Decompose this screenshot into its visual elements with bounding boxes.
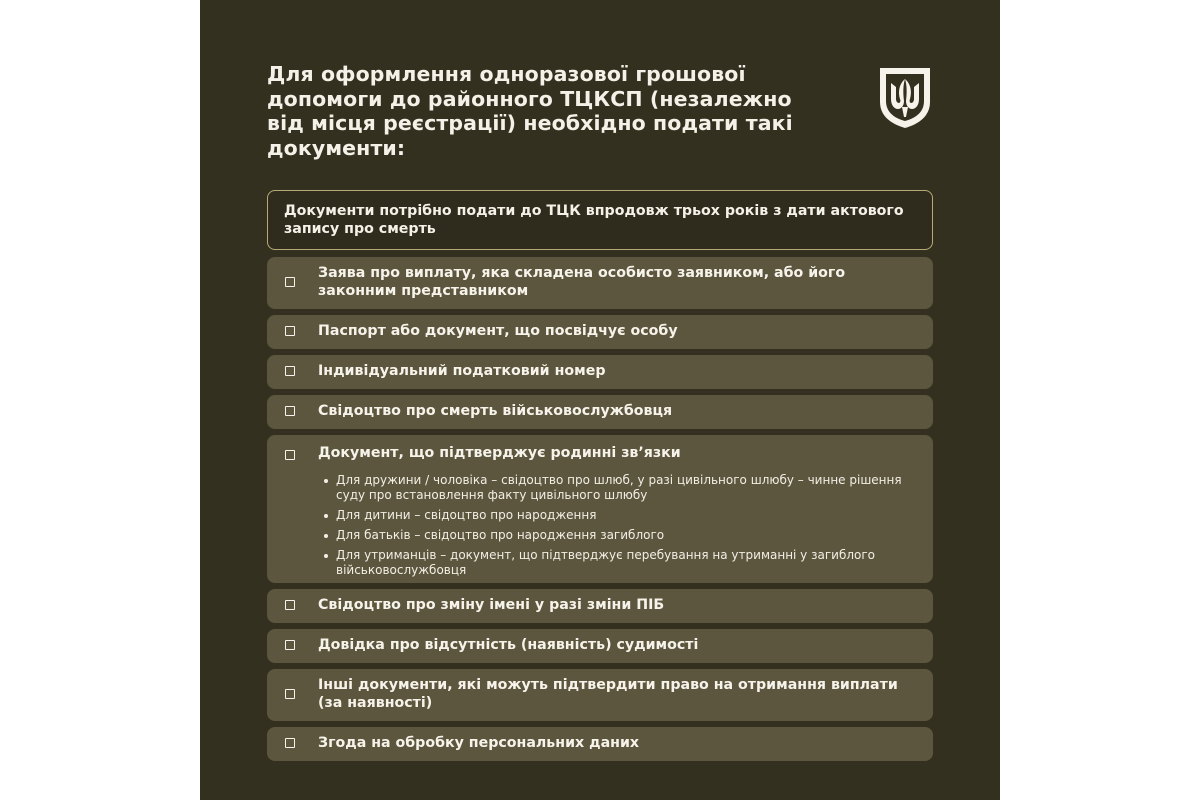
- checklist-item-other-documents[interactable]: [267, 669, 933, 721]
- checkbox-icon[interactable]: [285, 366, 295, 376]
- family-relationship-sublist: [318, 473, 917, 578]
- checklist-item-criminal-record[interactable]: [267, 629, 933, 663]
- checklist-item-label: Свідоцтво про зміну імені у разі зміни ПІБ: [318, 597, 665, 614]
- checkbox-icon[interactable]: [285, 600, 295, 610]
- subitem-parents: Для батьків – свідоцтво про народження загиблого: [318, 528, 921, 543]
- checklist-item-label: Довідка про відсутність (наявність) судимості: [318, 637, 699, 654]
- checklist-item-label: Інші документи, які можуть підтвердити право на отримання виплати (за наявності): [318, 677, 898, 711]
- required-documents-list: [267, 257, 933, 767]
- checklist-item-tax-number[interactable]: [267, 355, 933, 389]
- page-title: Для оформлення одноразової грошової допомоги до районного ТЦКСП (незалежно від місця реєстрації) необхідно подати такі документи:: [267, 62, 793, 160]
- trident-shield-icon: [876, 66, 934, 130]
- checklist-item-application[interactable]: [267, 257, 933, 309]
- checkbox-icon[interactable]: [285, 277, 295, 287]
- checklist-item-passport[interactable]: [267, 315, 933, 349]
- subitem-dependents: Для утриманців – документ, що підтверджує перебування на утриманні у загиблого військовослужбовця: [318, 548, 921, 578]
- subitem-spouse: Для дружини / чоловіка – свідоцтво про шлюб, у разі цивільного шлюбу – чинне рішення суду про встановлення факту цивільного шлюбу: [318, 473, 921, 503]
- checklist-item-personal-data-consent[interactable]: [267, 727, 933, 761]
- checklist-item-label: Документ, що підтверджує родинні зв’язки: [318, 445, 681, 461]
- checkbox-icon[interactable]: [285, 406, 295, 416]
- checklist-item-label: Заява про виплату, яка складена особисто заявником, або його законним представником: [318, 265, 846, 299]
- checkbox-icon[interactable]: [285, 689, 295, 699]
- checkbox-icon[interactable]: [285, 450, 295, 460]
- checklist-item-death-certificate[interactable]: [267, 395, 933, 429]
- checklist-item-family-relationship[interactable]: [267, 435, 933, 583]
- checklist-item-label: Згода на обробку персональних даних: [318, 735, 640, 752]
- checkbox-icon[interactable]: [285, 326, 295, 336]
- checklist-item-label: Свідоцтво про смерть військовослужбовця: [318, 403, 673, 420]
- checklist-item-name-change[interactable]: [267, 589, 933, 623]
- subitem-child: Для дитини – свідоцтво про народження: [318, 508, 921, 523]
- checklist-item-label: Паспорт або документ, що посвідчує особу: [318, 323, 678, 340]
- header: [267, 62, 807, 160]
- document-card: [200, 0, 1000, 800]
- checklist-item-label: Індивідуальний податковий номер: [318, 363, 606, 380]
- checkbox-icon[interactable]: [285, 738, 295, 748]
- checkbox-icon[interactable]: [285, 640, 295, 650]
- submission-deadline-note: Документи потрібно подати до ТЦК впродовж трьох років з дати актового запису про смерть: [267, 190, 933, 250]
